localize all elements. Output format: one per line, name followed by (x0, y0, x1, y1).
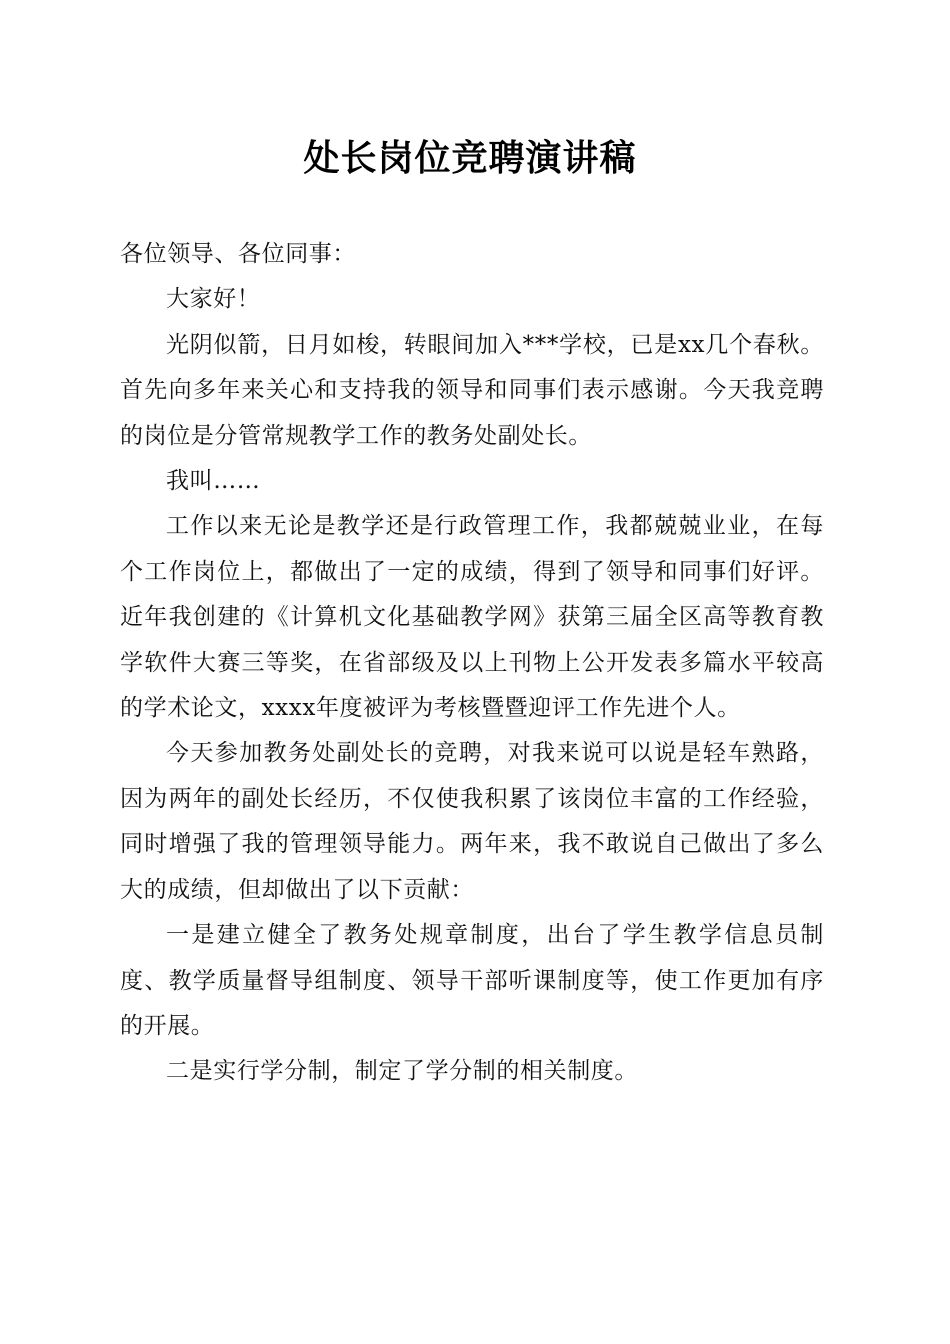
contribution-one-paragraph: 一是建立健全了教务处规章制度，出台了学生教学信息员制度、教学质量督导组制度、领导干部听课制度等，使工作更加有序的开展。 (120, 922, 824, 1039)
experience-paragraph: 今天参加教务处副处长的竞聘，对我来说可以说是轻车熟路，因为两年的副处长经历，不仅使我积累了该岗位丰富的工作经验，同时增强了我的管理领导能力。两年来，我不敢说自己做出了多么大的成绩，但却做出了以下贡献： (120, 740, 824, 903)
achievements-paragraph: 工作以来无论是教学还是行政管理工作，我都兢兢业业，在每个工作岗位上，都做出了一定的成绩，得到了领导和同事们好评。近年我创建的《计算机文化基础教学网》获第三届全区高等教育教学软件大赛三等奖，在省部级及以上刊物上公开发表多篇水平较高的学术论文，xxxx年度被评为考核暨暨迎评工作先进个人。 (120, 513, 824, 722)
intro-paragraph: 光阴似箭，日月如梭，转眼间加入***学校，已是xx几个春秋。首先向多年来关心和支持我的领导和同事们表示感谢。今天我竞聘的岗位是分管常规教学工作的教务处副处长。 (120, 331, 824, 449)
name-paragraph: 我叫…… (166, 468, 261, 495)
salutation-paragraph: 各位领导、各位同事： (120, 241, 356, 267)
document-title: 处长岗位竞聘演讲稿 (303, 137, 637, 179)
greeting-paragraph: 大家好！ (166, 286, 261, 313)
contribution-two-paragraph: 二是实行学分制，制定了学分制的相关制度。 (166, 1058, 638, 1085)
document-body (120, 232, 824, 1095)
